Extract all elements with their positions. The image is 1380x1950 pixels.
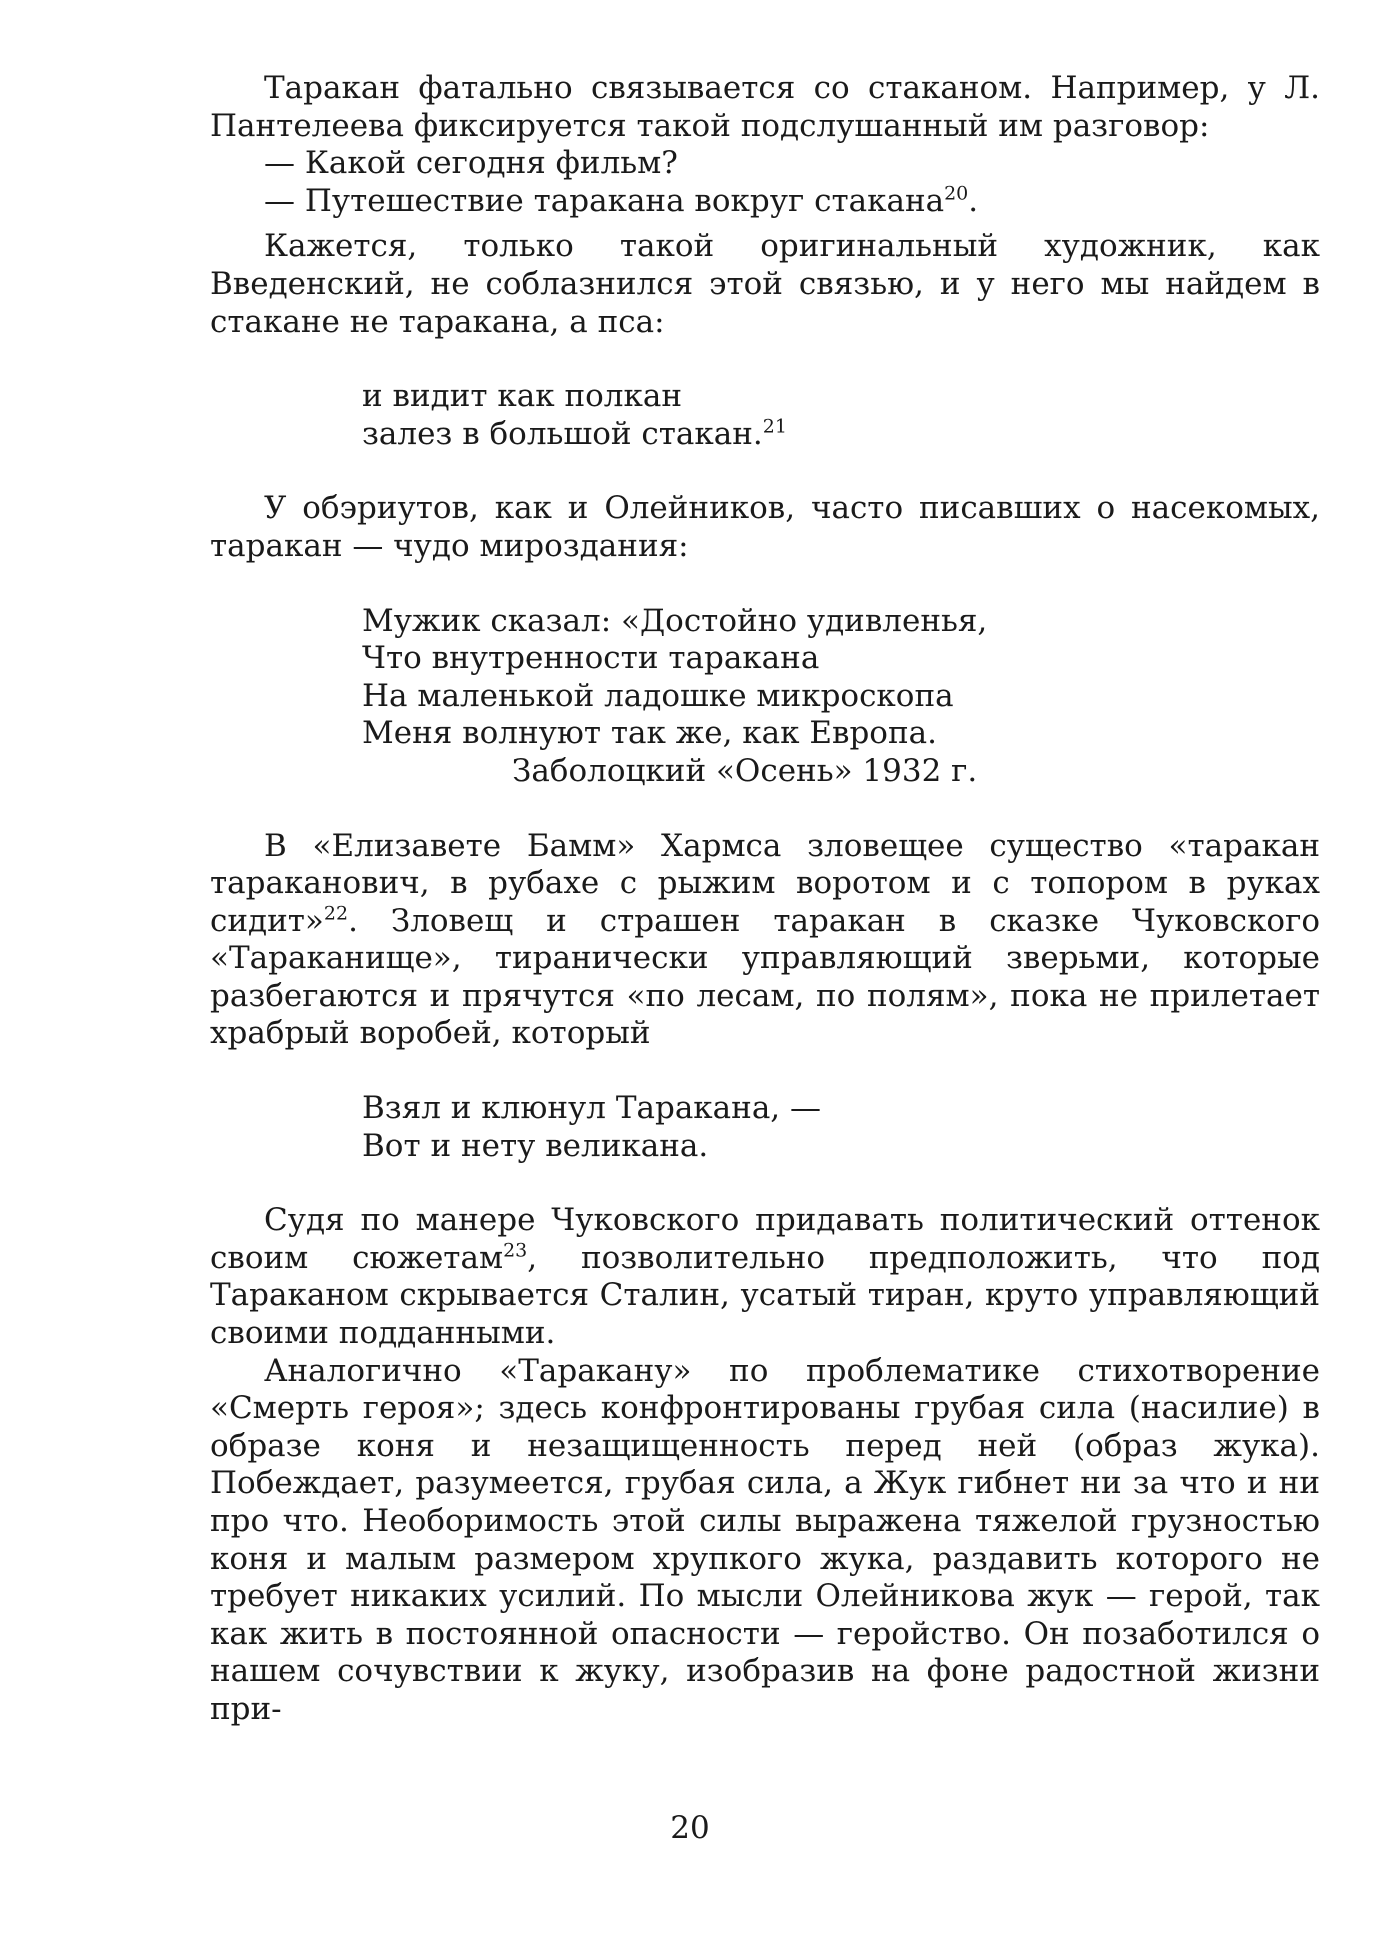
verse-citation: Заболоцкий «Осень» 1932 г.	[512, 752, 978, 789]
paragraph-1: Таракан фатально связывается со стаканом. Например, у Л. Пантелеева фиксируется такой подслушанный им разговор:	[210, 70, 1320, 144]
dialogue-line-1: — Какой сегодня фильм?	[264, 145, 678, 182]
paragraph-5	[210, 1202, 1320, 1352]
verse-line	[362, 416, 1320, 454]
paragraph-2: Кажется, только такой оригинальный художник, как Введенский, не соблазнился этой связью, и у него мы найдем в стакане не таракана, а пса:	[210, 228, 1320, 340]
dialogue-line-2-end: .	[968, 182, 979, 219]
paragraph-4-text-b: . Зловещ и страшен таракан в сказке Чуковского «Тараканище», тиранически управляющий зверьми, которые разбегаются и прячутся «по лесам, по полям», пока не прилетает храбрый воробей, который	[210, 902, 1320, 1052]
paragraph-5-text-a: Судя по манере Чуковского придавать политический оттенок своим сюжетам	[210, 1202, 1320, 1276]
dialogue-line-2	[210, 183, 1320, 221]
page-number: 20	[670, 1810, 710, 1846]
footnote-ref-23: 23	[503, 1239, 528, 1262]
footnote-ref-21: 21	[762, 415, 787, 438]
verse-block-3	[210, 1090, 1320, 1165]
verse-block-2	[210, 603, 1320, 791]
footnote-ref-22: 22	[323, 902, 349, 925]
footnote-ref-20: 20	[944, 182, 969, 205]
verse-line: На маленькой ладошке микроскопа	[362, 677, 954, 714]
dialogue-line-2-text: — Путешествие таракана вокруг стакана	[264, 182, 945, 219]
paragraph-4-text-a: В «Елизавете Бамм» Хармса зловещее существо «таракан тараканович, в рубахе с рыжим воротом и с топором в руках сидит»	[210, 827, 1320, 939]
verse-line: Мужик сказал: «Достойно удивленья,	[362, 602, 988, 639]
paragraph-4	[210, 828, 1320, 1054]
verse-line: Что внутренности таракана	[362, 640, 820, 677]
verse-line: Вот и нету великана.	[362, 1127, 709, 1164]
verse-line-text: залез в большой стакан.	[362, 415, 763, 452]
page-body	[210, 70, 1320, 1729]
paragraph-3: У обэриутов, как и Олейников, часто писавших о насекомых, таракан — чудо мироздания:	[210, 490, 1320, 564]
verse-line: и видит как полкан	[362, 378, 683, 415]
verse-block-1	[210, 378, 1320, 453]
paragraph-6: Аналогично «Таракану» по проблематике стихотворение «Смерть героя»; здесь конфронтированы грубая сила (насилие) в образе коня и незащищенность перед ней (образ жука). Побеждает, разумеется, грубая сила, а Жук гибнет ни за что и ни про что. Необоримость этой силы выражена тяжелой грузностью коня и малым размером хрупкого жука, раздавить которого не требует никаких усилий. По мысли Олейникова жук — герой, так как жить в постоянной опасности — геройство. Он позаботился о нашем сочувствии к жуку, изобразив на фоне радостной жизни при-	[210, 1352, 1320, 1727]
paragraph-5-text-b: , позволительно предположить, что под Тараканом скрывается Сталин, усатый тиран, круто управляющий своими подданными.	[210, 1239, 1320, 1352]
verse-line: Взял и клюнул Таракана, —	[362, 1090, 822, 1127]
verse-line: Меня волнуют так же, как Европа.	[362, 715, 937, 752]
